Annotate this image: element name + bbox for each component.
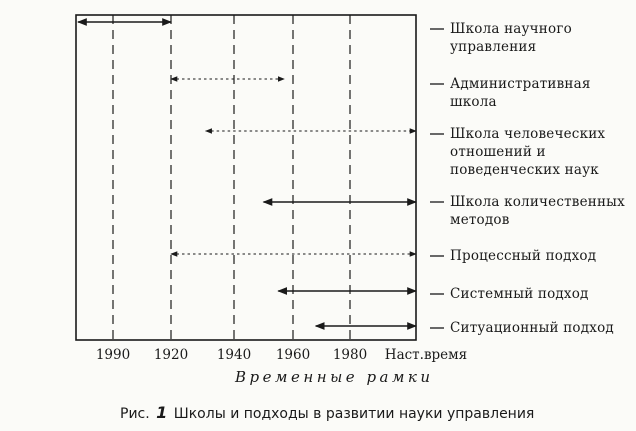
caption-prefix: Рис. xyxy=(120,406,150,422)
caption-number: 1 xyxy=(156,403,168,422)
axis-tick-6: Наст.время xyxy=(384,347,468,363)
school-label-4: Школа количественных методов xyxy=(450,194,625,228)
axis-tick-4: 1960 xyxy=(275,347,311,363)
school-label-3: Школа человеческих отношений и поведенческих наук xyxy=(450,126,606,178)
axis-tick-2: 1920 xyxy=(153,347,189,363)
figure-caption xyxy=(120,403,534,422)
caption-text: Школы и подходы в развитии науки управления xyxy=(173,406,535,422)
school-label-1: Школа научного управления xyxy=(450,21,572,55)
axis-title: Временные рамки xyxy=(235,368,434,386)
axis-tick-3: 1940 xyxy=(216,347,252,363)
school-label-6: Системный подход xyxy=(450,286,589,302)
school-label-7: Ситуационный подход xyxy=(450,320,614,336)
axis-tick-1: 1990 xyxy=(95,347,131,363)
school-label-2: Административная школа xyxy=(450,76,591,110)
axis-tick-5: 1980 xyxy=(332,347,368,363)
school-label-5: Процессный подход xyxy=(450,248,597,264)
